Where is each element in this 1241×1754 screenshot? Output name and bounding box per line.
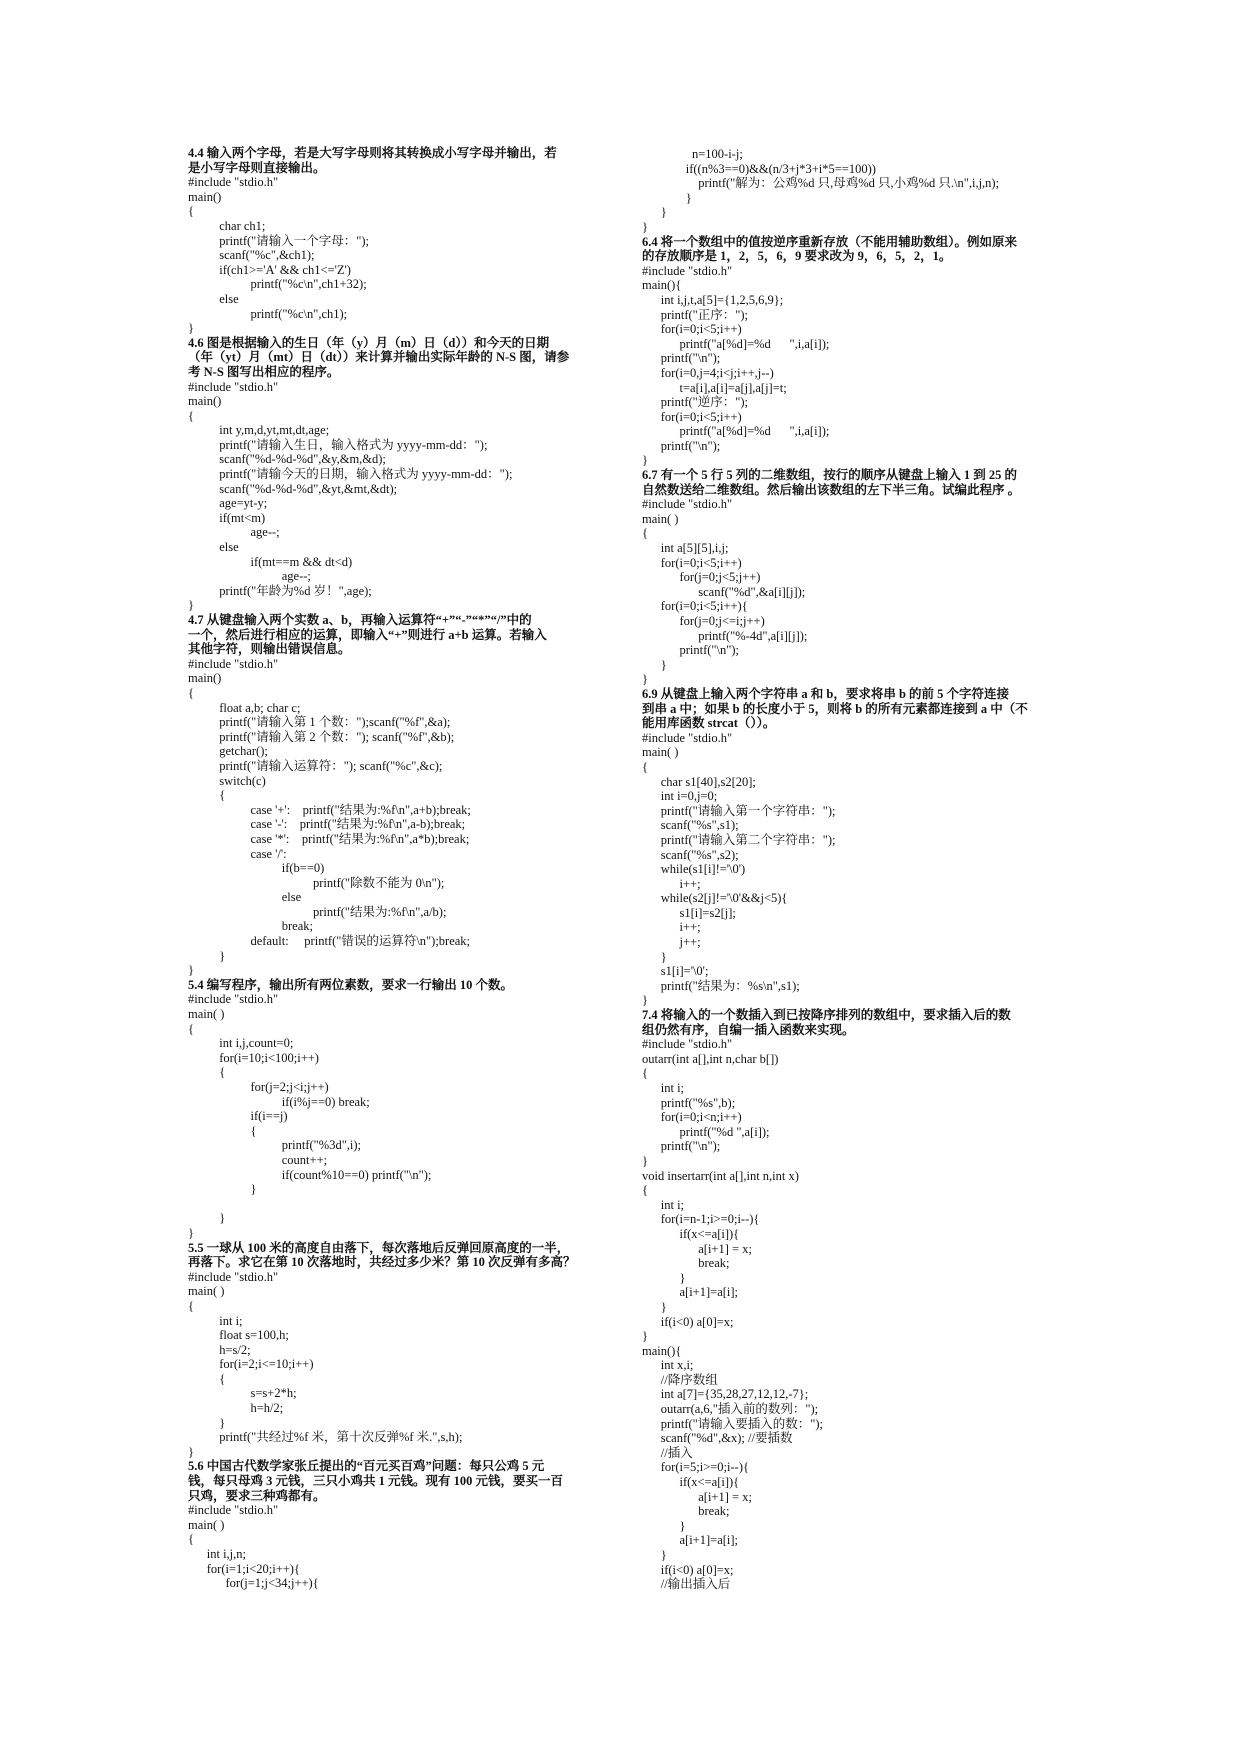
code-line: printf("%d ",a[i]); <box>642 1124 770 1139</box>
code-line: } <box>642 949 667 964</box>
code-line: main() <box>188 189 222 204</box>
code-line: } <box>642 453 648 468</box>
problem-heading-line: 7.4 将输入的一个数插入到已按降序排列的数组中，要求插入后的数 <box>642 1008 1011 1023</box>
code-line: for(i=0;i<n;i++) <box>642 1110 742 1125</box>
code-line: } <box>642 219 648 234</box>
code-line: age--; <box>188 569 311 584</box>
code-line: } <box>188 1211 226 1226</box>
code-line: age--; <box>188 525 280 540</box>
code-line: } <box>642 1153 648 1168</box>
code-line: } <box>642 1329 648 1344</box>
code-line: a[i+1]=a[i]; <box>642 1533 739 1548</box>
code-line: { <box>188 1298 194 1313</box>
code-line: scanf("%s",s2); <box>642 847 739 862</box>
code-line: for(j=0;j<5;j++) <box>642 570 761 585</box>
code-line: printf("%-4d",a[i][j]); <box>642 628 808 643</box>
code-line: if(x<=a[i]){ <box>642 1475 740 1490</box>
code-line: } <box>188 1444 194 1459</box>
code-line: #include "stdio.h" <box>642 497 733 512</box>
code-line: printf("请输入要插入的数："); <box>642 1416 824 1431</box>
code-line: int i,j,n; <box>188 1547 246 1561</box>
problem-heading-line: 是小写字母则直接输出。 <box>188 160 326 175</box>
code-line: break; <box>642 1504 730 1519</box>
code-line: j++; <box>642 935 701 950</box>
code-line: printf("%s",b); <box>642 1095 736 1110</box>
code-line: else <box>188 291 239 306</box>
problem-heading-line: 5.4 编写程序，输出所有两位素数，要求一行输出 10 个数。 <box>188 977 514 992</box>
code-line: for(j=1;j<34;j++){ <box>188 1576 319 1591</box>
problem-heading-line: 4.4 输入两个字母，若是大写字母则将其转换成小写字母并输出，若 <box>188 146 557 160</box>
code-line: int i=0,j=0; <box>642 789 718 804</box>
code-line: n=100-i-j; <box>642 147 743 161</box>
code-line: scanf("%s",s1); <box>642 818 739 833</box>
code-line: printf("请输入第 2 个数："); scanf("%f",&b); <box>188 729 455 744</box>
code-line: } <box>642 1518 686 1533</box>
code-line: for(j=0;j<=i;j++) <box>642 614 765 628</box>
code-line: printf("请输入第 1 个数：");scanf("%f",&a); <box>188 715 451 730</box>
problem-heading-line: 考 N-S 图写出相应的程序。 <box>188 364 340 379</box>
code-line: } <box>642 672 648 687</box>
code-line: //输出插入后 <box>642 1577 731 1592</box>
code-line: printf("请输入运算符："); scanf("%c",&c); <box>188 758 443 773</box>
code-line: main( ) <box>188 1284 225 1299</box>
code-line: a[i+1] = x; <box>642 1241 752 1256</box>
code-line: if(i%j==0) break; <box>188 1094 370 1109</box>
code-line: } <box>188 948 226 963</box>
code-line: for(i=10;i<100;i++) <box>188 1050 319 1065</box>
problem-heading-line: （年（yt）月（mt）日（dt））来计算并输出实际年龄的 N-S 图，请参 <box>188 350 570 365</box>
code-line: printf("年龄为%d 岁！",age); <box>188 583 372 598</box>
code-line: main() <box>188 671 222 686</box>
problem-heading-line: 5.6 中国古代数学家张丘提出的“百元买百鸡”问题：每只公鸡 5 元 <box>188 1459 545 1474</box>
code-line: #include "stdio.h" <box>188 1269 279 1284</box>
problem-heading-line: 的存放顺序是 1，2，5，6，9 要求改为 9，6，5，2，1。 <box>642 249 952 264</box>
code-line: if(count%10==0) printf("\n"); <box>188 1167 432 1182</box>
code-line: if((n%3==0)&&(n/3+j*3+i*5==100)) <box>642 161 876 176</box>
code-line: { <box>188 1532 194 1547</box>
code-line: else <box>188 540 239 555</box>
code-line: } <box>188 1225 194 1240</box>
problem-heading-line: 钱，每只母鸡 3 元钱，三只小鸡共 1 元钱。现有 100 元钱，要买一百 <box>188 1474 564 1489</box>
code-line: i++; <box>642 876 701 891</box>
code-line: printf("请输入一个字母："); <box>188 233 370 248</box>
code-line: printf("请输入生日，输入格式为 yyyy-mm-dd："); <box>188 437 488 452</box>
code-line: while(s1[i]!='\0') <box>642 862 746 877</box>
problem-heading-line: 再落下。求它在第 10 次落地时，共经过多少米？第 10 次反弹有多高？ <box>188 1255 576 1270</box>
code-line: h=h/2; <box>188 1401 284 1416</box>
code-line: printf("共经过%f 米，第十次反弹%f 米.",s,h); <box>188 1430 463 1445</box>
code-line: } <box>188 1182 257 1197</box>
code-line: main( ) <box>188 1517 225 1532</box>
code-line: printf("请输入第一个字符串："); <box>642 803 836 818</box>
code-line: { <box>188 1021 194 1036</box>
code-line <box>188 1197 633 1212</box>
code-line: #include "stdio.h" <box>188 175 279 190</box>
code-line: for(i=2;i<=10;i++) <box>188 1357 314 1372</box>
code-line: { <box>642 526 648 541</box>
code-line: printf("\n"); <box>642 438 721 453</box>
code-line: { <box>642 1183 648 1198</box>
code-line: int a[7]={35,28,27,12,12,-7}; <box>642 1387 809 1402</box>
code-line: printf("%c\n",ch1); <box>188 306 348 321</box>
code-line: switch(c) <box>188 773 266 788</box>
code-line: s=s+2*h; <box>188 1386 297 1401</box>
code-line: int i,j,count=0; <box>188 1036 294 1051</box>
code-line: int i; <box>642 1081 685 1095</box>
code-line: scanf("%d",&a[i][j]); <box>642 584 806 599</box>
code-line: { <box>642 759 648 774</box>
code-line: if(i==j) <box>188 1109 288 1124</box>
code-line: int y,m,d,yt,mt,dt,age; <box>188 423 330 438</box>
code-line: main(){ <box>642 1343 682 1358</box>
code-line: float a,b; char c; <box>188 700 301 715</box>
problem-heading-line: 一个，然后进行相应的运算，即输入“+”则进行 a+b 运算。若输入 <box>188 627 547 642</box>
code-line: void insertarr(int a[],int n,int x) <box>642 1168 799 1183</box>
code-line: scanf("%c",&ch1); <box>188 248 315 263</box>
code-line: #include "stdio.h" <box>642 1037 733 1052</box>
problem-heading-line: 4.7 从键盘输入两个实数 a、b，再输入运算符“+”“-”“*”“/”中的 <box>188 613 532 627</box>
code-line: } <box>188 321 194 336</box>
code-line: main( ) <box>188 1007 225 1022</box>
code-line: { <box>188 408 194 423</box>
code-line: break; <box>188 919 313 934</box>
code-line: if(mt<m) <box>188 510 266 525</box>
problem-heading-line: 6.9 从键盘上输入两个字符串 a 和 b，要求将串 b 的前 5 个字符连接 <box>642 686 1010 701</box>
code-line: printf("a[%d]=%d ",i,a[i]); <box>642 424 830 439</box>
code-line: { <box>188 788 226 803</box>
code-line: } <box>642 1548 667 1562</box>
code-line: char ch1; <box>188 218 266 233</box>
code-line: default: printf("错误的运算符\n");break; <box>188 934 471 949</box>
code-line: for(j=2;j<i;j++) <box>188 1080 329 1094</box>
problem-heading-line: 6.7 有一个 5 行 5 列的二维数组，按行的顺序从键盘上输入 1 到 25 的 <box>642 468 1018 483</box>
code-line: if(ch1>='A' && ch1<='Z') <box>188 262 351 277</box>
code-line: count++; <box>188 1152 328 1167</box>
problem-heading-line: 5.5 一球从 100 米的高度自由落下，每次落地后反弹回原高度的一半， <box>188 1240 570 1255</box>
problem-heading-line: 到串 a 中；如果 b 的长度小于 5，则将 b 的所有元素都连接到 a 中（不 <box>642 701 1028 716</box>
code-line: i++; <box>642 920 701 935</box>
code-line: if(i<0) a[0]=x; <box>642 1314 734 1329</box>
problem-heading-line: 组仍然有序，自编一插入函数来实现。 <box>642 1022 855 1037</box>
left-column <box>188 146 633 1591</box>
code-line: for(i=0;i<5;i++){ <box>642 599 748 614</box>
problem-heading-line: 其他字符，则输出错误信息。 <box>188 642 351 657</box>
code-line: printf("请输入第二个字符串："); <box>642 832 836 847</box>
code-line: s1[i]='\0'; <box>642 964 709 979</box>
code-line: case '+': printf("结果为:%f\n",a+b);break; <box>188 802 471 817</box>
code-line: } <box>642 190 692 205</box>
code-line: for(i=1;i<20;i++){ <box>188 1561 300 1576</box>
code-line: } <box>642 205 667 220</box>
code-line: printf("%c\n",ch1+32); <box>188 277 367 292</box>
code-line: int i; <box>642 1197 685 1212</box>
code-line: { <box>642 1066 648 1081</box>
code-line: printf("除数不能为 0\n"); <box>188 875 445 890</box>
code-line: { <box>188 1371 226 1386</box>
code-line: printf("%3d",i); <box>188 1138 362 1153</box>
code-line: int x,i; <box>642 1358 694 1373</box>
code-line: printf("逆序："); <box>642 395 749 410</box>
code-line: } <box>642 993 648 1008</box>
code-line: main(){ <box>642 278 682 293</box>
code-line: scanf("%d",&x); //要插数 <box>642 1431 793 1446</box>
code-line: printf("正序："); <box>642 307 749 322</box>
code-line: age=yt-y; <box>188 496 268 511</box>
code-line: { <box>188 1065 226 1080</box>
problem-heading-line: 只鸡，要求三种鸡都有。 <box>188 1488 326 1503</box>
code-line: a[i+1] = x; <box>642 1489 752 1504</box>
code-line: //插入 <box>642 1445 693 1460</box>
problem-heading-line: 能用库函数 strcat（））。 <box>642 716 776 731</box>
code-line: { <box>188 204 194 219</box>
code-line: char s1[40],s2[20]; <box>642 774 756 789</box>
code-line: printf("请输今天的日期，输入格式为 yyyy-mm-dd："); <box>188 467 513 482</box>
code-line: main( ) <box>642 511 679 526</box>
code-line: case '-': printf("结果为:%f\n",a-b);break; <box>188 817 466 832</box>
code-line: t=a[i],a[i]=a[j],a[j]=t; <box>642 380 787 395</box>
code-line: for(i=0;i<5;i++) <box>642 555 742 570</box>
code-line: if(b==0) <box>188 861 325 876</box>
code-line: printf("解为：公鸡%d 只,母鸡%d 只,小鸡%d 只.\n",i,j,n); <box>642 176 1000 191</box>
code-line: if(x<=a[i]){ <box>642 1226 740 1241</box>
code-line: outarr(int a[],int n,char b[]) <box>642 1051 779 1066</box>
code-line: printf("\n"); <box>642 643 739 658</box>
code-line: scanf("%d-%d-%d",&y,&m,&d); <box>188 452 386 467</box>
code-line: a[i+1]=a[i]; <box>642 1285 739 1300</box>
problem-heading-line: 6.4 将一个数组中的值按逆序重新存放（不能用辅助数组）。例如原来 <box>642 234 1018 249</box>
code-line: for(i=n-1;i>=0;i--){ <box>642 1212 760 1227</box>
code-line: #include "stdio.h" <box>188 992 279 1007</box>
code-line: #include "stdio.h" <box>188 379 279 394</box>
code-line: break; <box>642 1256 730 1271</box>
code-line: else <box>188 890 302 905</box>
code-line: printf("\n"); <box>642 1139 721 1154</box>
code-line: for(i=0;i<5;i++) <box>642 409 742 424</box>
code-line: printf("结果为：%s\n",s1); <box>642 978 800 993</box>
right-column <box>642 147 1087 1592</box>
problem-heading-line: 自然数送给二维数组。然后输出该数组的左下半三角。试编此程序 。 <box>642 482 1021 497</box>
code-line: #include "stdio.h" <box>642 730 733 745</box>
code-line: if(mt==m && dt<d) <box>188 554 353 569</box>
code-line: for(i=5;i>=0;i--){ <box>642 1460 749 1475</box>
code-line: if(i<0) a[0]=x; <box>642 1562 734 1577</box>
code-line: } <box>188 598 194 613</box>
code-line: case '/': <box>188 846 287 861</box>
code-line: { <box>188 1123 257 1138</box>
code-line: #include "stdio.h" <box>188 1503 279 1518</box>
code-line: #include "stdio.h" <box>188 656 279 671</box>
code-line: s1[i]=s2[j]; <box>642 905 736 920</box>
code-line: float s=100,h; <box>188 1328 289 1343</box>
code-line: case '*': printf("结果为:%f\n",a*b);break; <box>188 831 470 846</box>
code-line: main() <box>188 394 222 409</box>
code-line: printf("\n"); <box>642 351 721 366</box>
problem-heading-line: 4.6 图是根据输入的生日（年（y）月（m）日（d））和今天的日期 <box>188 335 550 350</box>
code-line: printf("结果为:%f\n",a/b); <box>188 904 447 919</box>
code-line: { <box>188 685 194 700</box>
code-line: } <box>642 1270 686 1285</box>
code-line: for(i=0;i<5;i++) <box>642 322 742 337</box>
code-line: #include "stdio.h" <box>642 263 733 278</box>
code-line: int a[5][5],i,j; <box>642 541 729 556</box>
code-line: int i; <box>188 1313 243 1328</box>
code-line: } <box>188 1415 226 1430</box>
code-line: //降序数组 <box>642 1372 718 1387</box>
code-line: main( ) <box>642 745 679 760</box>
code-line: while(s2[j]!='\0'&&j<5){ <box>642 891 788 906</box>
code-line: getchar(); <box>188 744 268 759</box>
code-line: printf("a[%d]=%d ",i,a[i]); <box>642 336 830 351</box>
code-line: int i,j,t,a[5]={1,2,5,6,9}; <box>642 292 784 307</box>
code-line: for(i=0,j=4;i<j;i++,j--) <box>642 365 774 380</box>
code-line: } <box>642 657 667 672</box>
code-line: h=s/2; <box>188 1342 251 1357</box>
code-line: scanf("%d-%d-%d",&yt,&mt,&dt); <box>188 481 398 496</box>
code-line: } <box>642 1299 667 1314</box>
code-line: outarr(a,6,"插入前的数列："); <box>642 1402 819 1417</box>
code-line: } <box>188 963 194 978</box>
